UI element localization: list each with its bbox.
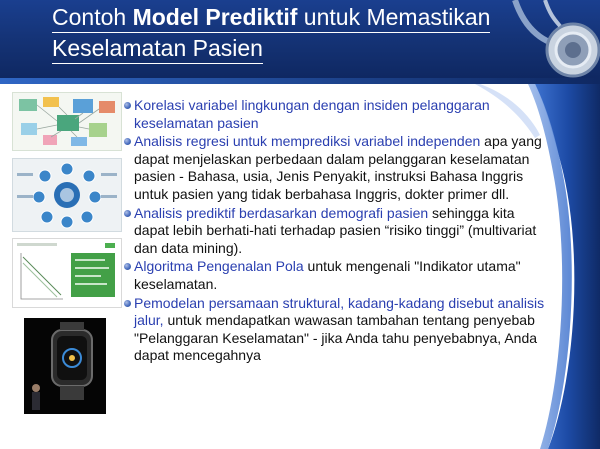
bullet-highlight: Korelasi variabel lingkungan dengan insiden pelanggaran keselamatan pasien xyxy=(134,97,490,131)
bullet-text: apa yang dapat menjelaskan perbedaan dalam pelanggaran keselamatan pasien - Bahasa, usia, Jenis Penyakit, instruksi Bahasa Inggris untuk pasien yang tidak berbahasa Inggris, dokter primer dll. xyxy=(134,133,542,202)
title-part1: Contoh xyxy=(52,4,133,30)
title-bold: Model Prediktif xyxy=(132,4,298,30)
network-icon xyxy=(13,159,121,231)
title-line2: Keselamatan Pasien xyxy=(52,34,263,64)
sphere-bullet-icon xyxy=(124,102,131,109)
bullet-highlight: Algoritma Pengenalan Pola xyxy=(134,258,304,275)
bullet-item xyxy=(124,295,550,365)
bullet-item xyxy=(124,133,550,203)
sphere-bullet-icon xyxy=(124,263,131,270)
bullet-item xyxy=(124,97,550,132)
infographic-icon xyxy=(13,93,121,150)
infographic-image xyxy=(12,92,122,151)
bullet-text: sehingga kita dapat lebih berhati-hati terhadap pasien “risiko tinggi” (multivariat dan data mining). xyxy=(134,204,537,256)
chart-thumbnail-icon xyxy=(13,239,121,307)
bullet-highlight: Analisis regresi untuk memprediksi variabel independen xyxy=(134,133,481,150)
bullet-item xyxy=(124,205,550,258)
smartwatch-image xyxy=(24,318,106,414)
chart-slide-image xyxy=(12,238,122,308)
slide-title xyxy=(52,3,542,64)
bullet-text: untuk mengenali "Indikator utama" keselamatan. xyxy=(134,258,521,292)
smartwatch-icon xyxy=(24,318,106,414)
sphere-bullet-icon xyxy=(124,300,131,307)
sphere-bullet-icon xyxy=(124,210,131,217)
bullet-highlight: Pemodelan persamaan struktural, kadang-kadang disebut analisis jalur, xyxy=(134,294,545,329)
title-part3: untuk Memastikan xyxy=(297,4,491,30)
bullet-highlight: Analisis prediktif berdasarkan demografi pasien xyxy=(134,204,429,221)
bullet-item xyxy=(124,258,550,293)
bullet-text: untuk mendapatkan wawasan tambahan tentang penyebab "Pelanggaran Keselamatan" - jika Anda tahu penyebabnya, Anda dapat mencegahnya xyxy=(134,312,538,364)
network-diagram-image xyxy=(12,158,122,232)
sphere-bullet-icon xyxy=(124,138,131,145)
bullet-list xyxy=(124,97,550,366)
